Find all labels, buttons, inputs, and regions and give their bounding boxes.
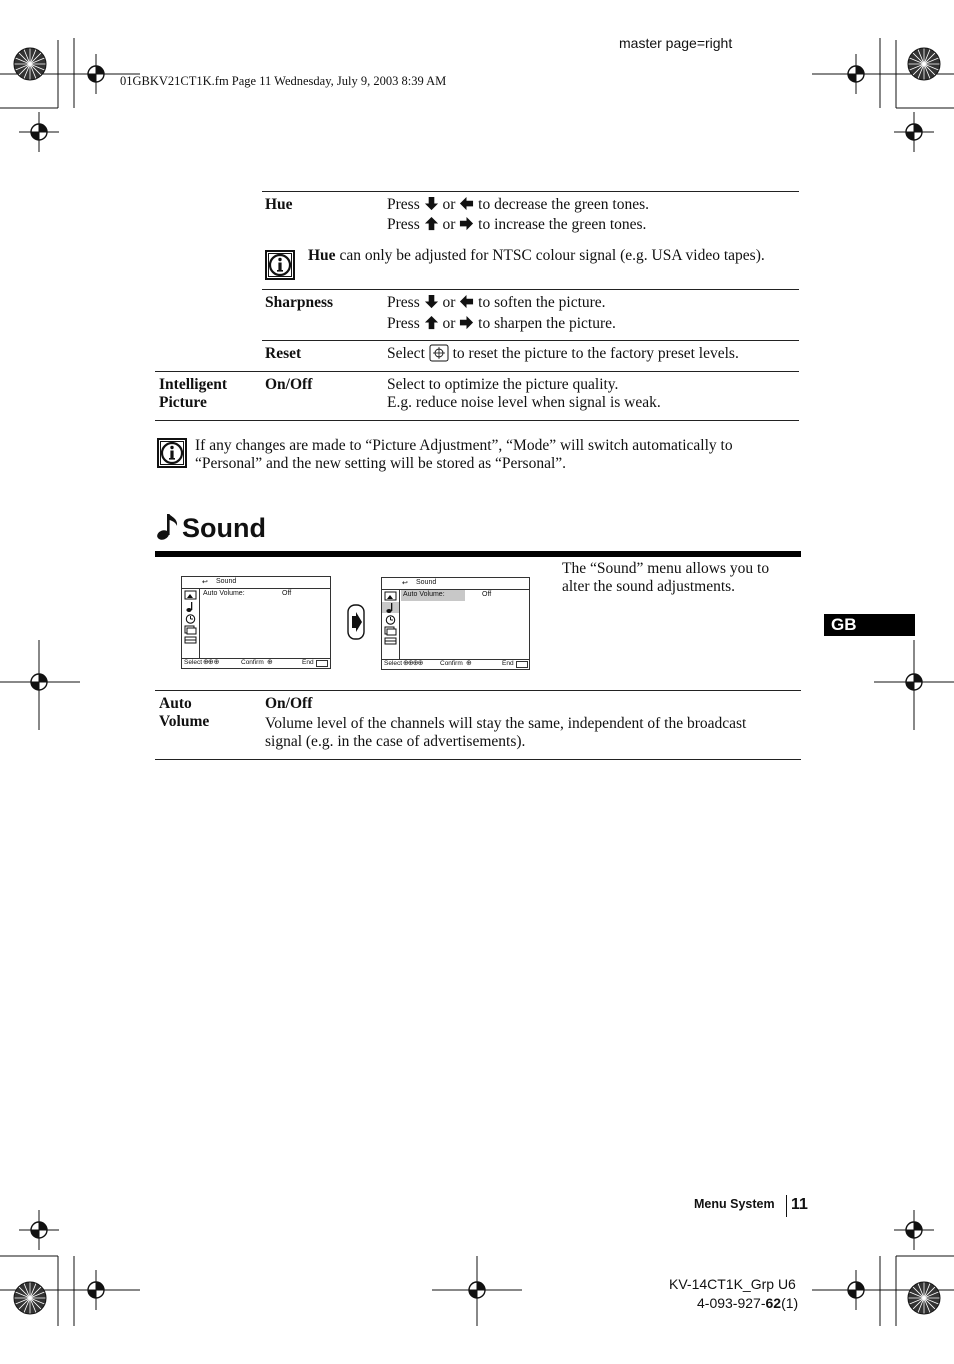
screen-title: Sound — [216, 578, 237, 585]
end-label: End — [502, 660, 514, 667]
menu-icons — [182, 589, 200, 658]
nav-buttons-icon: ⊕⊕ ⊕ — [203, 659, 219, 666]
menu-button-icon — [516, 661, 528, 668]
section-desc-1: The “Sound” menu allows you to — [562, 560, 770, 577]
note-line1: If any changes are made to “Picture Adjustment”, “Mode” will switch automatically to — [195, 437, 733, 454]
auto-volume-option: On/Off — [265, 695, 313, 712]
footer-section: Menu System — [694, 1197, 775, 1211]
arrow-left-icon — [459, 294, 474, 309]
crop-line — [874, 681, 954, 683]
menu-button-icon — [316, 660, 328, 667]
intelligent-line2: E.g. reduce noise level when signal is weak. — [387, 394, 661, 411]
next-arrow-icon — [347, 604, 365, 640]
arrow-up-icon — [424, 315, 439, 330]
reset-text: Select to reset the picture to the factory preset levels. — [387, 345, 739, 362]
section-title: Sound — [182, 513, 266, 543]
hue-label: Hue — [265, 196, 293, 213]
end-label: End — [302, 659, 314, 666]
registration-mark-icon — [19, 1210, 59, 1250]
model-number: KV-14CT1K_Grp U6 — [669, 1276, 796, 1292]
ok-icon: ⊕ — [267, 659, 273, 666]
section-rule — [155, 551, 801, 557]
footer-divider — [786, 1195, 787, 1217]
arrow-right-icon — [459, 315, 474, 330]
auto-volume-line2: signal (e.g. in the case of advertisements). — [265, 733, 526, 750]
note-line2: “Personal” and the new setting will be stored as “Personal”. — [195, 455, 567, 472]
registration-mark-icon — [457, 1270, 497, 1310]
table-rule — [155, 371, 799, 372]
music-note-icon — [156, 512, 180, 542]
menu-category-icons — [382, 590, 399, 646]
confirm-label: Confirm — [440, 660, 463, 667]
part-code: 4-093-927-62(1) — [697, 1295, 799, 1311]
nav-buttons-icon: ⊕⊕⊕⊕ — [403, 660, 423, 667]
starburst-icon — [904, 1278, 944, 1318]
registration-mark-icon — [19, 112, 59, 152]
section-desc-2: alter the sound adjustments. — [562, 578, 736, 595]
intelligent-label-1: Intelligent — [159, 376, 228, 393]
page-number: 11 — [791, 1196, 808, 1213]
hue-note: Hue can only be adjusted for NTSC colour signal (e.g. USA video tapes). — [308, 247, 765, 264]
hue-line1: Press or to decrease the green tones. — [387, 196, 650, 213]
auto-volume-label-1: Auto — [159, 695, 192, 712]
hue-line2: Press or to increase the green tones. — [387, 216, 647, 233]
menu-screen-1 — [181, 576, 331, 669]
select-label: Select — [384, 660, 403, 667]
table-rule — [262, 289, 799, 290]
menu-category-icons — [182, 589, 199, 645]
screen-value: Off — [282, 590, 292, 597]
screen-item: Auto Volume: — [403, 591, 445, 598]
registration-mark-icon — [836, 54, 876, 94]
starburst-icon — [10, 1278, 50, 1318]
arrow-right-icon — [459, 216, 474, 231]
reset-label: Reset — [265, 345, 302, 362]
language-tab: GB — [824, 614, 915, 636]
info-icon — [265, 250, 295, 280]
registration-mark-icon — [836, 1270, 876, 1310]
intelligent-line1: Select to optimize the picture quality. — [387, 376, 619, 393]
arrow-down-icon — [424, 294, 439, 309]
screen-title: Sound — [416, 579, 437, 586]
master-page-label: master page=right — [619, 35, 733, 51]
sharpness-label: Sharpness — [265, 294, 334, 311]
return-icon: ↩ — [402, 580, 408, 587]
confirm-label: Confirm — [241, 659, 264, 666]
intelligent-option: On/Off — [265, 376, 313, 393]
registration-mark-icon — [76, 54, 116, 94]
sharpness-line2: Press or to sharpen the picture. — [387, 315, 616, 332]
starburst-icon — [904, 44, 944, 84]
registration-mark-icon — [76, 1270, 116, 1310]
table-rule — [155, 420, 799, 421]
return-icon: ↩ — [202, 579, 208, 586]
ok-icon: ⊕ — [466, 660, 472, 667]
crop-line — [38, 640, 40, 730]
info-icon — [157, 438, 187, 468]
menu-icons — [382, 590, 400, 659]
starburst-icon — [10, 44, 50, 84]
registration-mark-icon — [894, 1210, 934, 1250]
file-info: 01GBKV21CT1K.fm Page 11 Wednesday, July 9, 2003 8:39 AM — [120, 74, 447, 88]
arrow-left-icon — [459, 196, 474, 211]
table-rule — [155, 759, 801, 760]
table-rule — [262, 191, 799, 192]
menu-screen-2 — [381, 577, 530, 670]
screen-item: Auto Volume: — [203, 590, 245, 597]
auto-volume-label-2: Volume — [159, 713, 210, 730]
crop-line — [0, 681, 80, 683]
intelligent-label-2: Picture — [159, 394, 207, 411]
crop-line — [913, 640, 915, 730]
select-label: Select — [184, 659, 203, 666]
screen-value: Off — [482, 591, 492, 598]
table-rule — [155, 690, 801, 691]
arrow-down-icon — [424, 196, 439, 211]
sharpness-line1: Press or to soften the picture. — [387, 294, 606, 311]
ok-button-icon — [429, 344, 449, 362]
registration-mark-icon — [894, 112, 934, 152]
arrow-up-icon — [424, 216, 439, 231]
table-rule — [262, 340, 799, 341]
auto-volume-line1: Volume level of the channels will stay the same, independent of the broadcast — [265, 715, 747, 732]
